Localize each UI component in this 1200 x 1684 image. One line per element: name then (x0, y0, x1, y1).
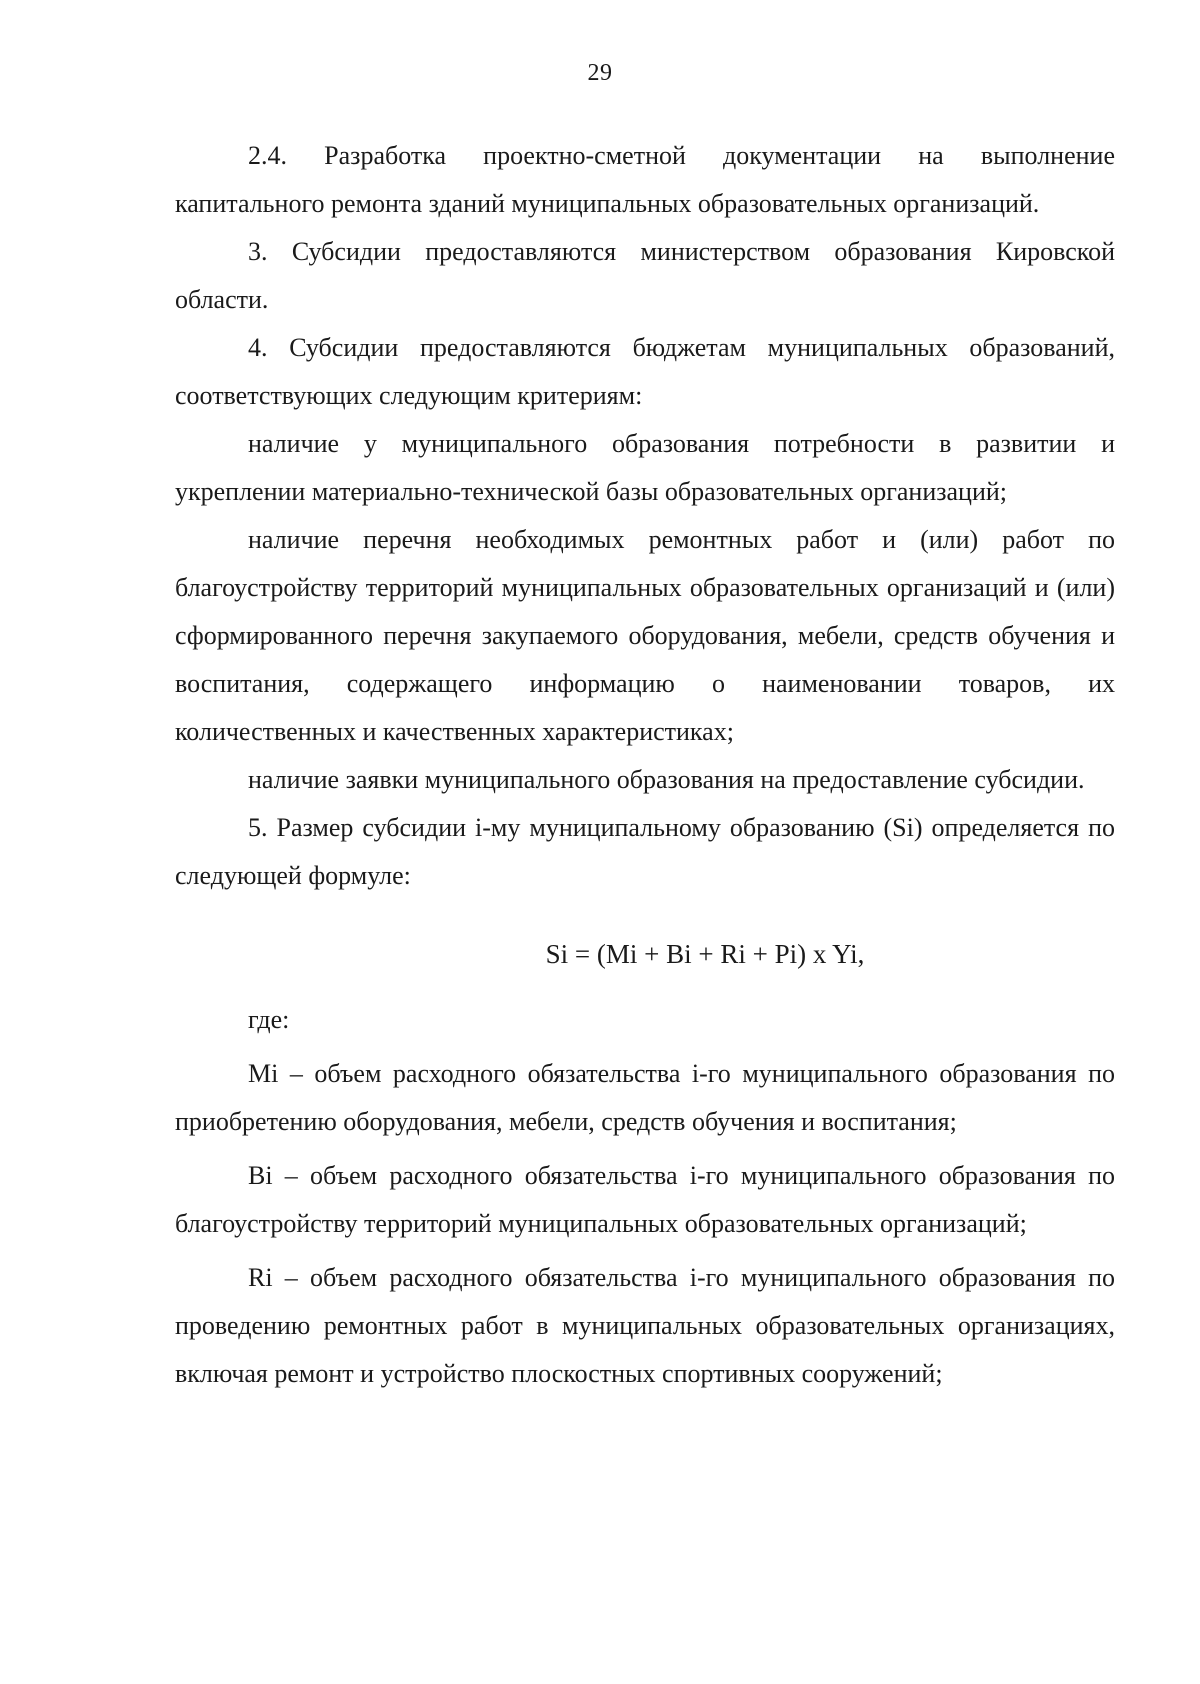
paragraph-3: 3. Субсидии предоставляются министерством образования Кировской области. (175, 237, 1115, 314)
criterion-need: наличие у муниципального образования потребности в развитии и укреплении материально-технической базы образовательных организаций; (175, 429, 1115, 506)
where-label: где: (248, 1005, 290, 1034)
definition-mi: Mi – объем расходного обязательства i-го муниципального образования по приобретению оборудования, мебели, средств обучения и воспитания; (175, 1059, 1115, 1136)
page-number: 29 (587, 60, 613, 86)
subsidy-formula: Si = (Mi + Bi + Ri + Pi) x Yi, (545, 939, 865, 969)
definition-ri: Ri – объем расходного обязательства i-го муниципального образования по проведению ремонтных работ в муниципальных образовательных организациях, включая ремонт и устройство плоскостных спортивных сооружений; (175, 1263, 1115, 1388)
document-body (175, 132, 1115, 1398)
criterion-application: наличие заявки муниципального образования на предоставление субсидии. (248, 765, 1085, 794)
paragraph-2-4: 2.4. Разработка проектно-сметной документации на выполнение капитального ремонта зданий муниципальных образовательных организаций. (175, 141, 1115, 218)
criterion-list: наличие перечня необходимых ремонтных работ и (или) работ по благоустройству территорий муниципальных образовательных организаций и (или) сформированного перечня закупаемого оборудования, мебели, средств обучения и воспитания, содержащего информацию о наименовании товаров, их количественных и качественных характеристиках; (175, 525, 1115, 746)
paragraph-4: 4. Субсидии предоставляются бюджетам муниципальных образований, соответствующих следующим критериям: (175, 333, 1115, 410)
definition-bi: Bi – объем расходного обязательства i-го муниципального образования по благоустройству территорий муниципальных образовательных организаций; (175, 1161, 1115, 1238)
paragraph-5: 5. Размер субсидии i-му муниципальному образованию (Si) определяется по следующей формуле: (175, 813, 1115, 890)
